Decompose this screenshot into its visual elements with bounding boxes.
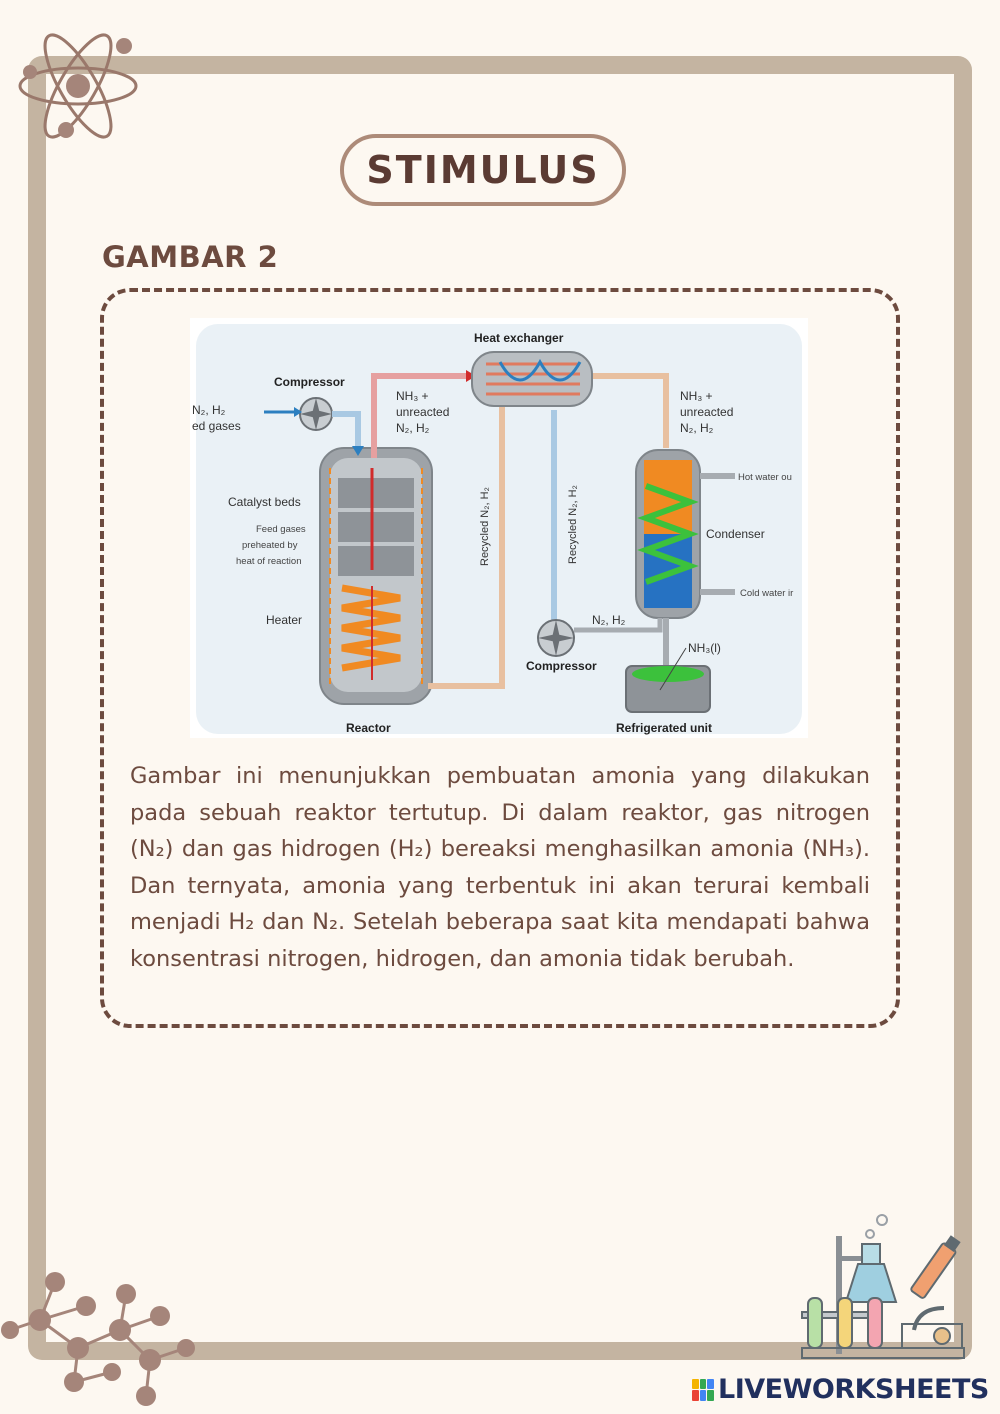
description-paragraph: Gambar ini menunjukkan pembuatan amonia yang dilakukan pada sebuah reaktor tertutup. Di dalam reaktor, gas nitrogen (N₂) dan gas hidrogen (H₂) bereaksi menghasilkan amonia (NH₃). Dan ternyata, amonia yang terbentuk ini akan terurai kembali menjadi H₂ dan N₂. Setelah beberapa saat kita mendapati bahwa konsentrasi nitrogen, hidrogen, dan amonia tidak berubah. — [130, 763, 870, 972]
label-heater: Heater — [266, 613, 303, 627]
label-catalyst-beds: Catalyst beds — [228, 495, 301, 509]
label-feed-n2h2: N₂, H₂ — [192, 403, 226, 417]
atom-icon — [10, 30, 140, 145]
lab-equipment-icon — [798, 1212, 968, 1362]
label-heat-exchanger: Heat exchanger — [474, 331, 564, 345]
label-outlet1-b: unreacted — [396, 405, 450, 419]
label-condenser: Condenser — [706, 527, 765, 541]
molecule-icon — [0, 1268, 210, 1414]
label-feed-note-2: preheated by — [242, 540, 298, 551]
title-badge — [340, 134, 626, 206]
label-reactor: Reactor — [346, 721, 391, 735]
liveworksheets-logo-icon — [692, 1379, 714, 1401]
label-nh3-liquid: NH₃(l) — [688, 641, 721, 655]
brand-name: LIVEWORKSHEETS — [718, 1374, 989, 1405]
label-recycled-2: Recycled N₂, H₂ — [567, 485, 579, 564]
section-label: GAMBAR 2 — [102, 240, 279, 274]
brand-footer[interactable] — [692, 1374, 989, 1405]
label-compressor-top: Compressor — [274, 375, 345, 389]
label-outlet1-a: NH₃ + — [396, 389, 429, 403]
heat-exchanger — [472, 352, 592, 406]
label-cold-water-in: Cold water ir — [740, 588, 794, 599]
label-n2h2-bottom: N₂, H₂ — [592, 613, 626, 627]
label-refrigerated-unit: Refrigerated unit — [616, 721, 713, 735]
label-outlet2-a: NH₃ + — [680, 389, 713, 403]
label-recycled-1: Recycled N₂, H₂ — [479, 487, 491, 566]
label-outlet1-c: N₂, H₂ — [396, 421, 430, 435]
label-hot-water-out: Hot water ou — [738, 472, 792, 483]
label-compressor-bottom: Compressor — [526, 659, 597, 673]
label-feed-note-3: heat of reaction — [236, 556, 302, 567]
label-outlet2-c: N₂, H₂ — [680, 421, 714, 435]
page-title: STIMULUS — [366, 148, 600, 192]
haber-process-figure — [190, 318, 808, 738]
label-feed-gases: ed gases — [192, 419, 241, 433]
label-feed-note-1: Feed gases — [256, 524, 306, 535]
label-outlet2-b: unreacted — [680, 405, 734, 419]
